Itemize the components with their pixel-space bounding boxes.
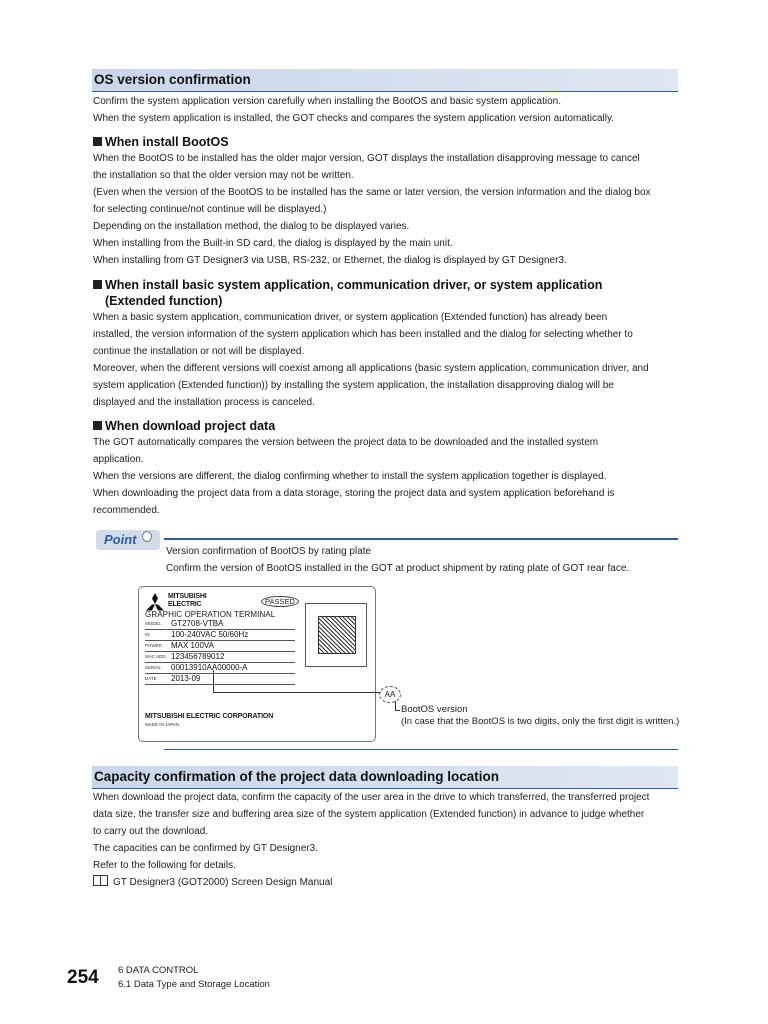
bullet-square-icon [93, 137, 102, 146]
paragraph-line: The GOT automatically compares the version between the project data to be downloaded and the installed system [93, 437, 599, 448]
paragraph-line: When a basic system application, communication driver, or system application (Extended function) has already been [93, 312, 608, 323]
plate-row-serial [145, 663, 295, 674]
point-text: Confirm the version of BootOS installed in the GOT at product shipment by rating plate of GOT rear face. [166, 563, 630, 574]
subheading-continued: (Extended function) [105, 294, 223, 308]
intro-line-2: When the system application is installed, the GOT checks and compares the system application version automatically. [93, 113, 614, 124]
section-title: Capacity confirmation of the project data downloading location [94, 769, 500, 784]
paragraph-line: continue the installation or not will be displayed. [93, 346, 305, 357]
paragraph-line: system application (Extended function)) by installing the system application, the installation disapproving dialog will be [93, 380, 614, 391]
paragraph-line: the installation so that the older version may not be written. [93, 170, 354, 181]
manual-book-icon [93, 875, 108, 886]
subheading-bootos [93, 134, 229, 150]
paragraph-line: for selecting continue/not continue will be displayed.) [93, 204, 327, 215]
paragraph-line: When installing from the Built-in SD card, the dialog is displayed by the main unit. [93, 238, 453, 249]
paragraph-line: When the versions are different, the dialog confirming whether to install the system application together is displayed. [93, 471, 607, 482]
subheading-text: When download project data [105, 419, 276, 433]
plate-row-mac [145, 652, 295, 663]
intro-line-1: Confirm the system application version carefully when installing the BootOS and basic system application. [93, 96, 562, 107]
paragraph-line: (Even when the version of the BootOS to be installed has the same or later version, the version information and the dialog box [93, 187, 651, 198]
section-header-capacity [92, 766, 678, 789]
subheading-basic-system-app [93, 277, 602, 293]
plate-row-model [145, 619, 295, 630]
plate-key: POWER [145, 643, 163, 648]
lightbulb-icon [142, 531, 152, 542]
plate-value: MAX 100VA [171, 641, 214, 650]
plate-key: SERIAL [145, 665, 162, 670]
point-badge [96, 530, 160, 550]
point-top-rule [164, 538, 678, 540]
section-header-os-version [92, 69, 678, 92]
plate-value: 100-240VAC 50/60Hz [171, 630, 249, 639]
qr-frame [305, 603, 367, 667]
brand-name [168, 593, 206, 609]
paragraph-line: When the BootOS to be installed has the older major version, GOT displays the installation disapproving message to cancel [93, 153, 640, 164]
corporation-name: MITSUBISHI ELECTRIC CORPORATION [145, 713, 274, 720]
paragraph-line: Refer to the following for details. [93, 860, 236, 871]
paragraph-line: displayed and the installation process is canceled. [93, 397, 315, 408]
point-label: Point [104, 532, 137, 547]
plate-key: MODEL [145, 621, 162, 626]
point-title: Version confirmation of BootOS by rating plate [166, 546, 372, 557]
plate-value: 2013-09 [171, 674, 201, 683]
paragraph-line: When downloading the project data from a data storage, storing the project data and system application beforehand is [93, 488, 615, 499]
bootos-version-marker: AA [379, 686, 401, 703]
manual-reference-text: GT Designer3 (GOT2000) Screen Design Manual [113, 877, 333, 888]
plate-row-in [145, 630, 295, 641]
paragraph-line: Moreover, when the different versions will coexist among all applications (basic system application, communication driver, and [93, 363, 649, 374]
callout-line [213, 670, 214, 692]
paragraph-line: When installing from GT Designer3 via USB, RS-232, or Ethernet, the dialog is displayed by GT Designer3. [93, 255, 567, 266]
rating-plate [138, 586, 376, 742]
mitsubishi-logo-icon [145, 592, 165, 612]
plate-key: DATE [145, 676, 157, 681]
page-number: 254 [67, 967, 99, 988]
plate-value: GT2708-VTBA [171, 619, 224, 628]
callout-tail [395, 710, 400, 711]
brand-line-1: MITSUBISHI [168, 593, 207, 600]
paragraph-line: Depending on the installation method, the dialog to be displayed varies. [93, 221, 410, 232]
paragraph-line: to carry out the download. [93, 826, 209, 837]
paragraph-line: The capacities can be confirmed by GT Designer3. [93, 843, 318, 854]
plate-key: IN [145, 632, 150, 637]
paragraph-line: installed, the version information of the system application which has been installed and the dialog for selecting whether to [93, 329, 633, 340]
section-title: OS version confirmation [94, 72, 251, 87]
point-bottom-rule [164, 749, 678, 750]
bullet-square-icon [93, 421, 102, 430]
subheading-text: When install basic system application, communication driver, or system application [105, 278, 603, 292]
passed-stamp: PASSED [261, 596, 299, 607]
plate-value: 00013910AA00000-A [171, 663, 248, 672]
callout-tail [395, 701, 396, 710]
paragraph-line: When download the project data, confirm the capacity of the user area in the drive to which transferred, the transferred project [93, 792, 650, 803]
paragraph-line: application. [93, 454, 144, 465]
callout-line [213, 692, 381, 693]
callout-title: BootOS version [401, 704, 468, 715]
subheading-text: When install BootOS [105, 135, 229, 149]
subheading-download [93, 418, 275, 434]
plate-row-power [145, 641, 295, 652]
plate-key: MAC ADD. [145, 654, 167, 659]
paragraph-line: recommended. [93, 505, 160, 516]
plate-value: 123456789012 [171, 652, 225, 661]
made-in-label: MADE IN JAPAN [145, 722, 180, 727]
footer-chapter: 6 DATA CONTROL [118, 965, 199, 976]
qr-code-icon [318, 616, 356, 654]
manual-reference [93, 874, 683, 891]
callout-note: (In case that the BootOS is two digits, only the first digit is written.) [401, 716, 680, 727]
terminal-label: GRAPHIC OPERATION TERMINAL [145, 610, 276, 619]
brand-line-2: ELECTRIC [168, 601, 202, 608]
footer-section: 6.1 Data Type and Storage Location [118, 979, 270, 990]
bullet-square-icon [93, 280, 102, 289]
plate-row-date [145, 674, 295, 685]
paragraph-line: data size, the transfer size and buffering area size of the system application (Extended function) in advance to judge whether [93, 809, 645, 820]
